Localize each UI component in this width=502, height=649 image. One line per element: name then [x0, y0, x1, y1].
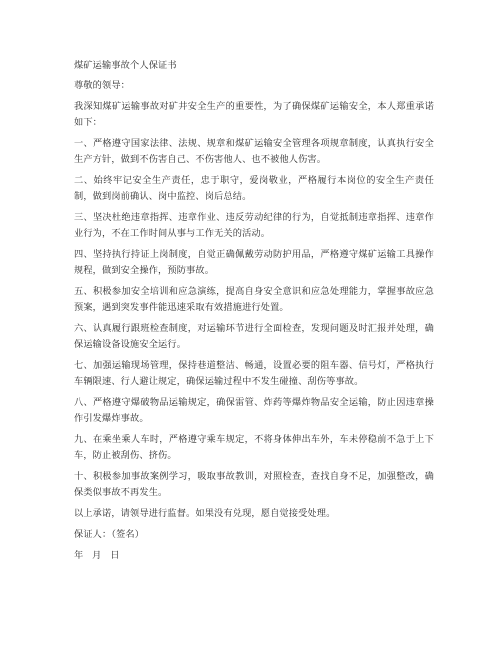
signature-line: 保证人：（签名）	[74, 529, 145, 540]
date-line: 年 月 日	[74, 550, 123, 561]
pledge-item-1: 一、严格遵守国家法律、法规、规章和煤矿运输安全管理各项规章制度，认真执行安全生产方针，做到不伤害自己、不伤害他人、也不被他人伤害。	[74, 138, 434, 165]
document-title: 煤矿运输事故个人保证书	[74, 60, 177, 71]
salutation: 尊敬的领导：	[74, 80, 131, 91]
pledge-item-5: 五、积极参加安全培训和应急演练，提高自身安全意识和应急处理能力，掌握事故应急预案，遇到突发事件能迅速采取有效措施进行处置。	[74, 286, 434, 313]
closing-paragraph: 以上承诺，请领导进行监督。如果没有兑现，愿自觉接受处理。	[74, 508, 336, 519]
pledge-item-8: 八、严格遵守爆破物品运输规定，确保雷管、炸药等爆炸物品安全运输，防止因违章操作引发爆炸事故。	[74, 397, 434, 424]
pledge-item-9: 九、在乘坐乘人车时，严格遵守乘车规定，不将身体伸出车外，车未停稳前不急于上下车，防止被刮伤、挤伤。	[74, 434, 434, 461]
pledge-item-7: 七、加强运输现场管理，保持巷道整洁、畅通，设置必要的阻车器、信号灯，严格执行车辆限速、行人避让规定，确保运输过程中不发生碰撞、刮伤等事故。	[74, 360, 434, 387]
intro-paragraph: 我深知煤矿运输事故对矿井安全生产的重要性，为了确保煤矿运输安全，本人郑重承诺如下：	[74, 101, 434, 128]
document-body	[74, 58, 434, 564]
pledge-item-4: 四、坚持执行持证上岗制度，自觉正确佩戴劳动防护用品，严格遵守煤矿运输工具操作规程，做到安全操作，预防事故。	[74, 249, 434, 276]
pledge-item-3: 三、坚决杜绝违章指挥、违章作业、违反劳动纪律的行为，自觉抵制违章指挥、违章作业行为，不在工作时间从事与工作无关的活动。	[74, 212, 434, 239]
pledge-item-6: 六、认真履行跟班检查制度，对运输环节进行全面检查，发现问题及时汇报并处理，确保运输设备设施安全运行。	[74, 323, 434, 350]
pledge-item-2: 二、始终牢记安全生产责任，忠于职守，爱岗敬业，严格履行本岗位的安全生产责任制，做到岗前确认、岗中监控、岗后总结。	[74, 175, 434, 202]
pledge-item-10: 十、积极参加事故案例学习，吸取事故教训，对照检查，查找自身不足，加强整改，确保类似事故不再发生。	[74, 471, 434, 498]
